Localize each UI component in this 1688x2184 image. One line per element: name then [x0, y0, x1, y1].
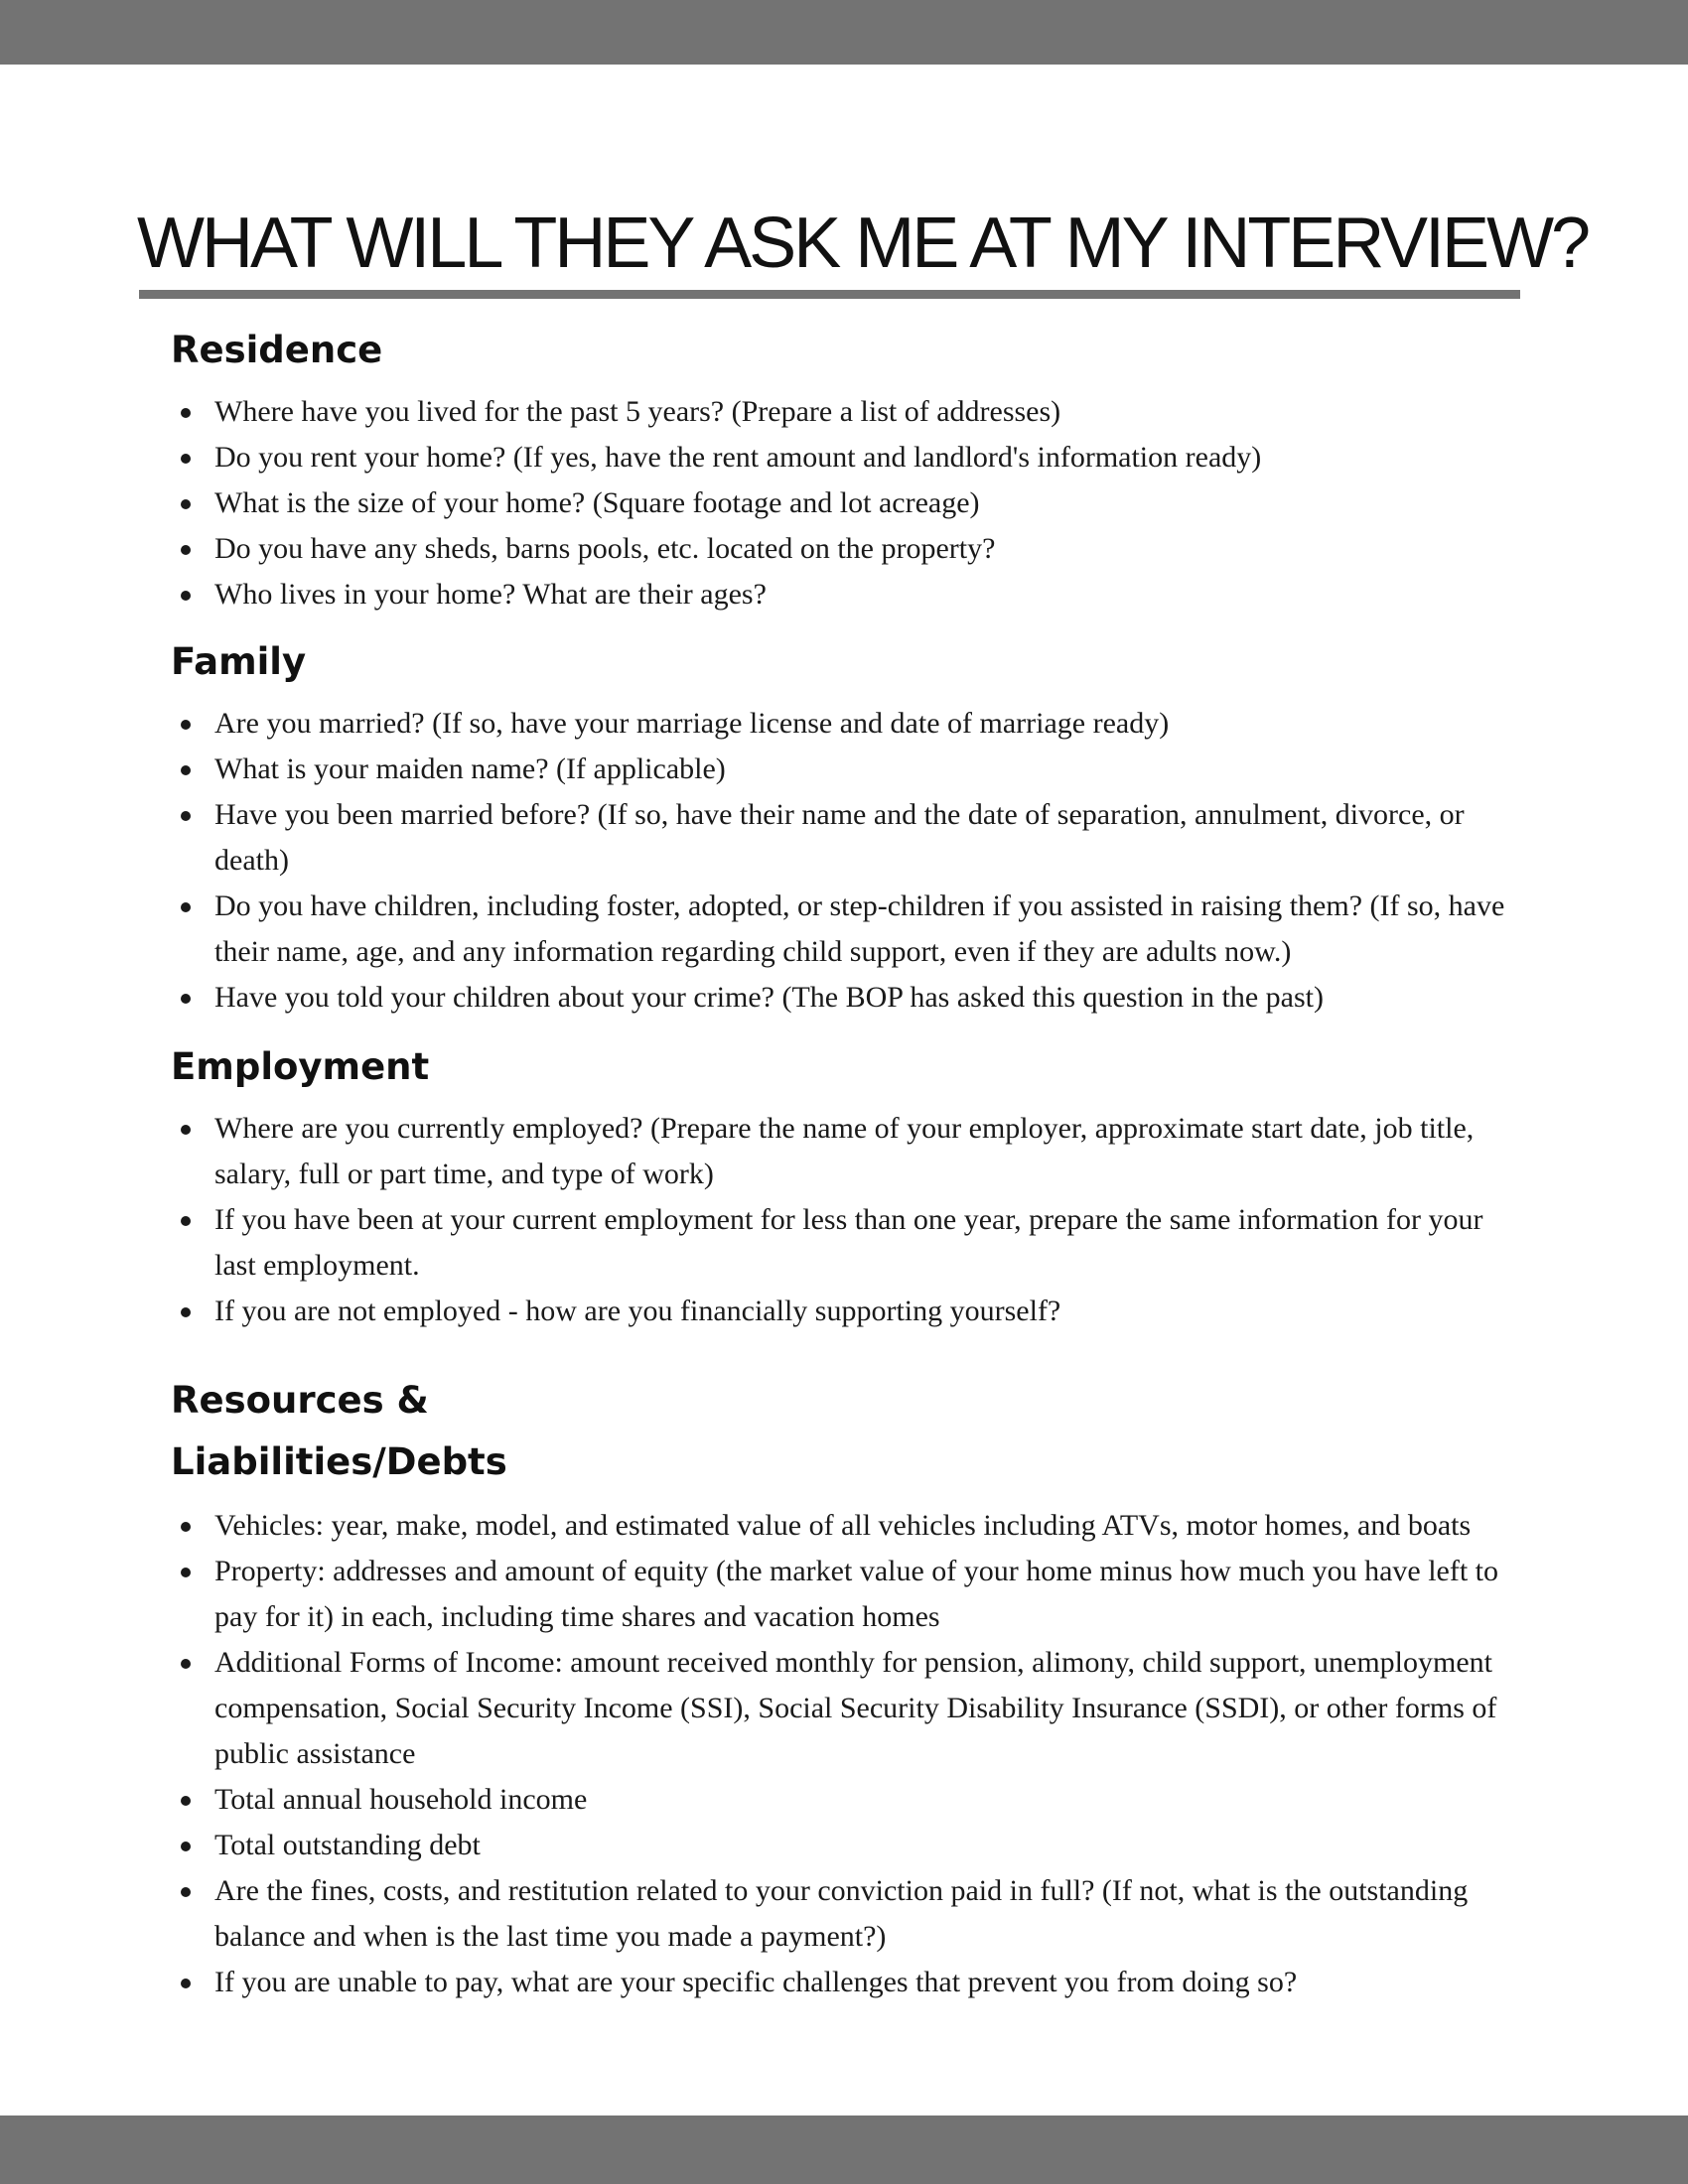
section-heading: Family — [171, 640, 307, 683]
list-item: Do you have any sheds, barns pools, etc. located on the property? — [171, 526, 1521, 572]
question-list — [171, 1503, 1521, 2005]
question-list — [171, 1106, 1521, 1334]
page-title: WHAT WILL THEY ASK ME AT MY INTERVIEW? — [137, 204, 1589, 283]
list-item: Are you married? (If so, have your marriage license and date of marriage ready) — [171, 701, 1521, 747]
list-item: Have you been married before? (If so, have their name and the date of separation, annulment, divorce, or death) — [171, 792, 1521, 884]
list-item: If you have been at your current employment for less than one year, prepare the same information for your last employment. — [171, 1197, 1521, 1289]
list-item: Where have you lived for the past 5 years? (Prepare a list of addresses) — [171, 389, 1521, 435]
list-item: Do you rent your home? (If yes, have the rent amount and landlord's information ready) — [171, 435, 1521, 480]
question-list — [171, 389, 1521, 617]
list-item: Where are you currently employed? (Prepare the name of your employer, approximate start date, job title, salary, full or part time, and type of work) — [171, 1106, 1521, 1197]
list-item: If you are not employed - how are you financially supporting yourself? — [171, 1289, 1521, 1334]
list-item: Who lives in your home? What are their ages? — [171, 572, 1521, 617]
section-employment — [171, 1036, 1521, 1334]
section-heading: Employment — [171, 1045, 430, 1088]
list-item: Are the fines, costs, and restitution related to your conviction paid in full? (If not, what is the outstanding balance and when is the last time you made a payment?) — [171, 1868, 1521, 1960]
section-heading: Resources & Liabilities/Debts — [171, 1379, 507, 1483]
list-item: Have you told your children about your crime? (The BOP has asked this question in the past) — [171, 975, 1521, 1021]
top-border-bar — [0, 0, 1688, 65]
section-heading: Residence — [171, 329, 383, 371]
bottom-border-bar — [0, 2116, 1688, 2184]
section-residence — [171, 320, 1521, 617]
list-item: Vehicles: year, make, model, and estimated value of all vehicles including ATVs, motor homes, and boats — [171, 1503, 1521, 1549]
title-underline — [139, 290, 1520, 299]
document-content — [171, 320, 1521, 2005]
list-item: Total annual household income — [171, 1777, 1521, 1823]
list-item: Property: addresses and amount of equity (the market value of your home minus how much you have left to pay for it) in each, including time shares and vacation homes — [171, 1549, 1521, 1640]
list-item: What is the size of your home? (Square footage and lot acreage) — [171, 480, 1521, 526]
list-item: What is your maiden name? (If applicable) — [171, 747, 1521, 792]
section-family — [171, 631, 1521, 1021]
list-item: If you are unable to pay, what are your specific challenges that prevent you from doing so? — [171, 1960, 1521, 2005]
list-item: Total outstanding debt — [171, 1823, 1521, 1868]
section-resources-liabilities — [171, 1370, 1521, 2005]
list-item: Do you have children, including foster, adopted, or step-children if you assisted in raising them? (If so, have their name, age, and any information regarding child support, even if they are adults now.) — [171, 884, 1521, 975]
question-list — [171, 701, 1521, 1021]
list-item: Additional Forms of Income: amount received monthly for pension, alimony, child support, unemployment compensation, Social Security Income (SSI), Social Security Disability Insurance (SSDI), or other forms of public assistance — [171, 1640, 1521, 1777]
